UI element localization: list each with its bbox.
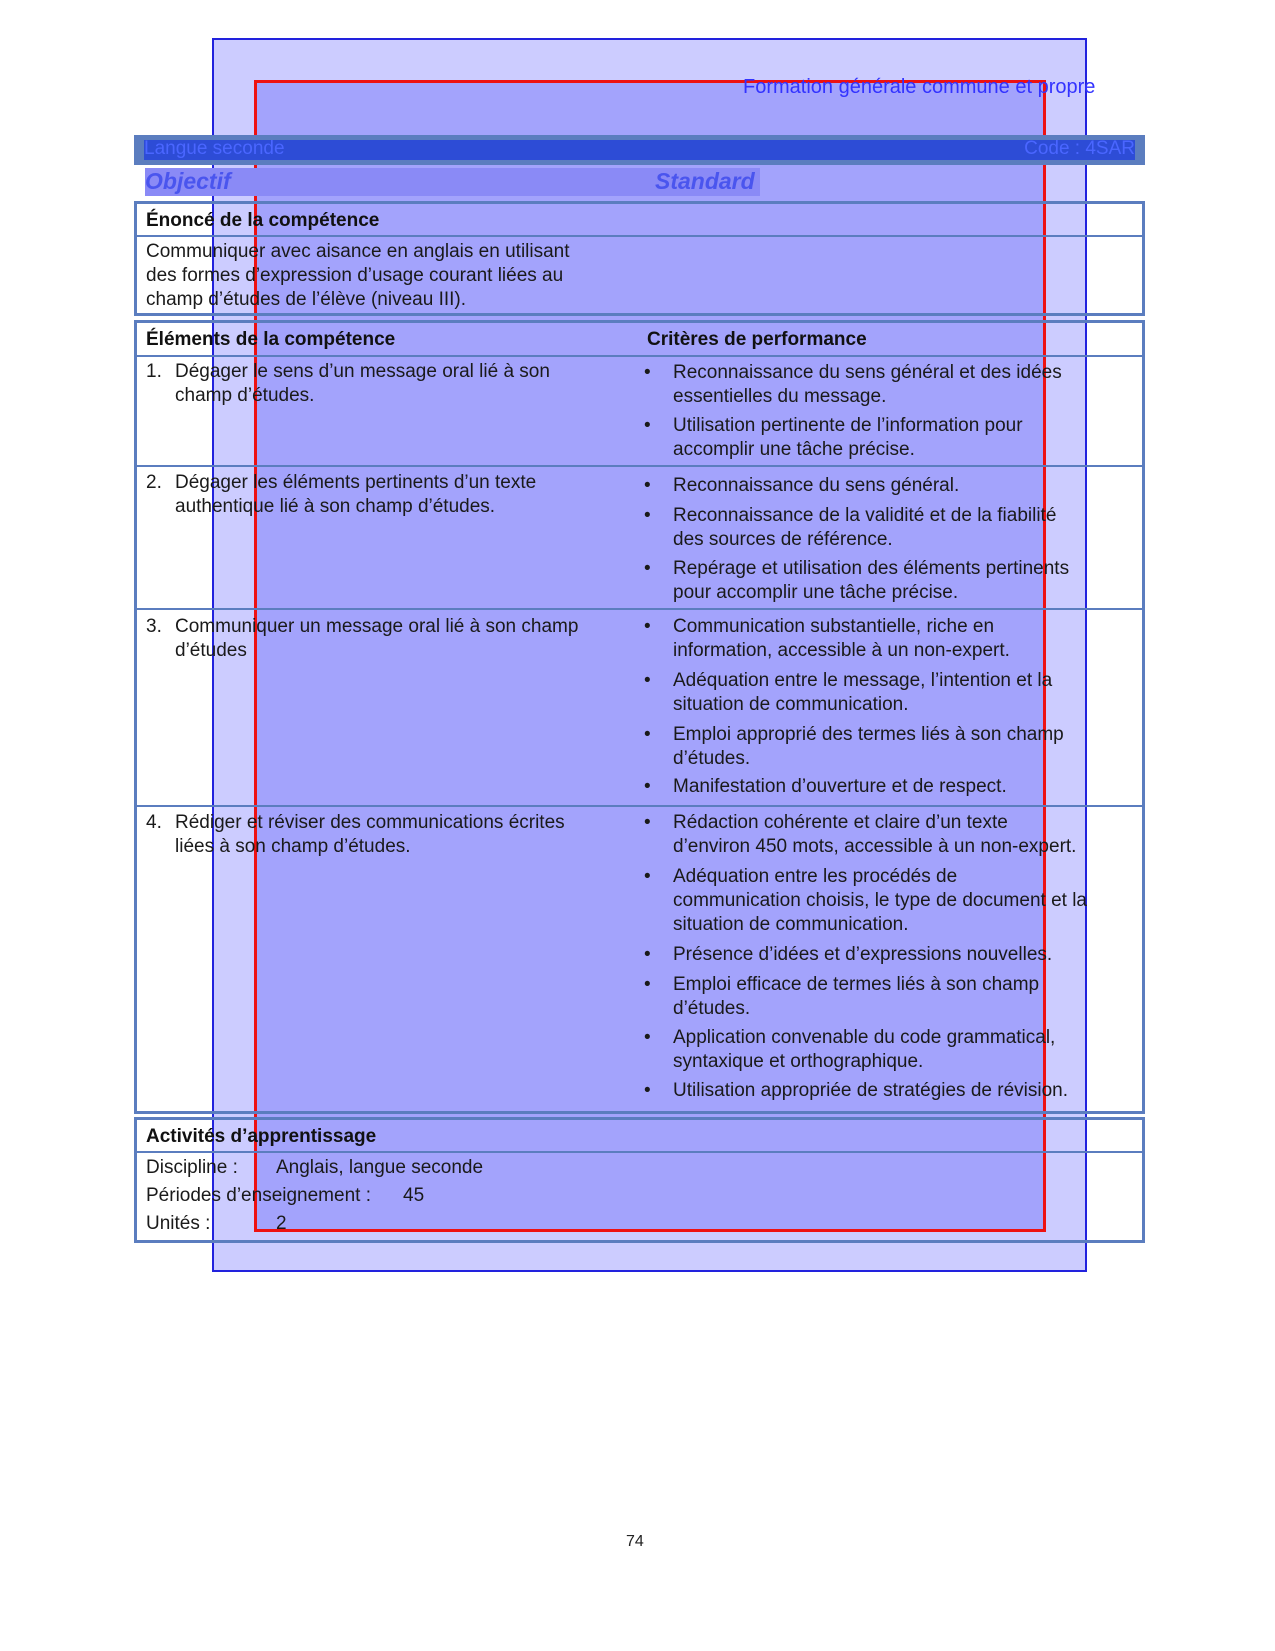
element-line: liées à son champ d’études. xyxy=(175,836,411,857)
criterion xyxy=(644,1079,1114,1103)
bullet-icon: • xyxy=(644,812,651,833)
objective-label: Objectif xyxy=(145,168,231,194)
enonce-box xyxy=(134,201,1145,316)
bullet-icon: • xyxy=(644,1027,651,1048)
unites-label: Unités : xyxy=(146,1213,211,1234)
criterion xyxy=(644,865,1114,937)
criterion-line: Reconnaissance du sens général. xyxy=(673,475,960,496)
criterion xyxy=(644,723,1114,771)
periodes-label: Périodes d’enseignement : xyxy=(146,1185,371,1206)
criterion-line: Rédaction cohérente et claire d’un texte xyxy=(673,812,1008,833)
element-line: d’études xyxy=(175,640,247,661)
element-line: Communiquer un message oral lié à son champ xyxy=(175,616,579,637)
element-2 xyxy=(146,471,626,519)
enonce-line: champ d’études de l’élève (niveau III). xyxy=(146,289,467,310)
criterion-line: Communication substantielle, riche en xyxy=(673,616,995,637)
criterion xyxy=(644,943,1114,967)
activites-divider xyxy=(137,1151,1142,1153)
standard-label: Standard xyxy=(655,168,755,194)
course-name: Langue seconde xyxy=(144,138,285,159)
group-divider xyxy=(137,465,1142,467)
criterion-line: d’environ 450 mots, accessible à un non-expert. xyxy=(673,836,1077,857)
criterion-line: Repérage et utilisation des éléments pertinents xyxy=(673,558,1070,579)
group-divider xyxy=(137,805,1142,807)
criterion xyxy=(644,615,1114,663)
criterion-line: des sources de référence. xyxy=(673,529,893,550)
criterion-line: Reconnaissance de la validité et de la fiabilité xyxy=(673,505,1057,526)
criterion-line: Application convenable du code grammatical, xyxy=(673,1027,1056,1048)
criterion xyxy=(644,669,1114,717)
elements-header-divider xyxy=(137,355,1142,357)
element-4 xyxy=(146,811,626,859)
criterion-line: Reconnaissance du sens général et des idées xyxy=(673,362,1062,383)
criterion-line: situation de communication. xyxy=(673,694,909,715)
bullet-icon: • xyxy=(644,415,651,436)
criterion-line: pour accomplir une tâche précise. xyxy=(673,582,959,603)
course-band-fill xyxy=(144,140,1135,160)
criterion xyxy=(644,775,1114,799)
bullet-icon: • xyxy=(644,776,651,797)
criterion-line: Utilisation pertinente de l’information pour xyxy=(673,415,1023,436)
discipline-value: Anglais, langue seconde xyxy=(276,1157,484,1178)
criterion xyxy=(644,1026,1114,1074)
criterion-line: Emploi efficace de termes liés à son champ xyxy=(673,974,1040,995)
element-number: 2. xyxy=(146,472,162,493)
bullet-icon: • xyxy=(644,944,651,965)
enonce-title: Énoncé de la compétence xyxy=(146,210,380,231)
element-line: Dégager le sens d’un message oral lié à son xyxy=(175,361,550,382)
bullet-icon: • xyxy=(644,505,651,526)
criterion-line: situation de communication. xyxy=(673,914,909,935)
criterion-line: Emploi approprié des termes liés à son champ xyxy=(673,724,1064,745)
element-line: champ d’études. xyxy=(175,385,315,406)
criteria-title: Critères de performance xyxy=(647,329,867,350)
element-1 xyxy=(146,360,626,408)
elements-box xyxy=(134,320,1145,1114)
periodes-value: 45 xyxy=(403,1185,425,1206)
criterion xyxy=(644,973,1114,1021)
criterion-line: Adéquation entre le message, l’intention et la xyxy=(673,670,1053,691)
group-divider xyxy=(137,608,1142,610)
element-line: authentique lié à son champ d’études. xyxy=(175,496,496,517)
bullet-icon: • xyxy=(644,616,651,637)
criterion-line: accomplir une tâche précise. xyxy=(673,439,915,460)
enonce-line: Communiquer avec aisance en anglais en utilisant xyxy=(146,241,570,262)
course-code: Code : 4SAR xyxy=(1024,138,1135,159)
criterion-line: syntaxique et orthographique. xyxy=(673,1051,924,1072)
enonce-divider xyxy=(137,235,1142,237)
enonce-line: des formes d’expression d’usage courant liées au xyxy=(146,265,564,286)
unites-value: 2 xyxy=(276,1213,287,1234)
element-number: 3. xyxy=(146,616,162,637)
criterion-line: essentielles du message. xyxy=(673,386,887,407)
bullet-icon: • xyxy=(644,475,651,496)
element-number: 4. xyxy=(146,812,162,833)
criterion-line: Adéquation entre les procédés de xyxy=(673,866,958,887)
criterion-line: Utilisation appropriée de stratégies de révision. xyxy=(673,1080,1068,1101)
criterion-line: d’études. xyxy=(673,748,751,769)
bullet-icon: • xyxy=(644,1080,651,1101)
bullet-icon: • xyxy=(644,974,651,995)
bullet-icon: • xyxy=(644,670,651,691)
header-title: Formation générale commune et propre xyxy=(743,76,1096,98)
criterion-line: Manifestation d’ouverture et de respect. xyxy=(673,776,1007,797)
bullet-icon: • xyxy=(644,362,651,383)
discipline-label: Discipline : xyxy=(146,1157,238,1178)
criterion xyxy=(644,474,1114,498)
criterion-line: information, accessible à un non-expert. xyxy=(673,640,1010,661)
bullet-icon: • xyxy=(644,866,651,887)
bullet-icon: • xyxy=(644,724,651,745)
page-number: 74 xyxy=(626,1533,644,1550)
criterion-line: d’études. xyxy=(673,998,751,1019)
elements-title: Éléments de la compétence xyxy=(146,329,396,350)
element-number: 1. xyxy=(146,361,162,382)
criterion-line: Présence d’idées et d’expressions nouvelles. xyxy=(673,944,1053,965)
criterion xyxy=(644,414,1114,462)
element-line: Rédiger et réviser des communications écrites xyxy=(175,812,565,833)
activites-title: Activités d’apprentissage xyxy=(146,1126,377,1147)
element-line: Dégager les éléments pertinents d’un texte xyxy=(175,472,537,493)
criterion-line: communication choisis, le type de document et la xyxy=(673,890,1087,911)
criterion xyxy=(644,811,1114,859)
criterion xyxy=(644,557,1114,605)
activites-box xyxy=(134,1117,1145,1243)
course-band xyxy=(134,135,1145,165)
criterion xyxy=(644,504,1114,552)
criterion xyxy=(644,361,1114,409)
bullet-icon: • xyxy=(644,558,651,579)
element-3 xyxy=(146,615,626,663)
